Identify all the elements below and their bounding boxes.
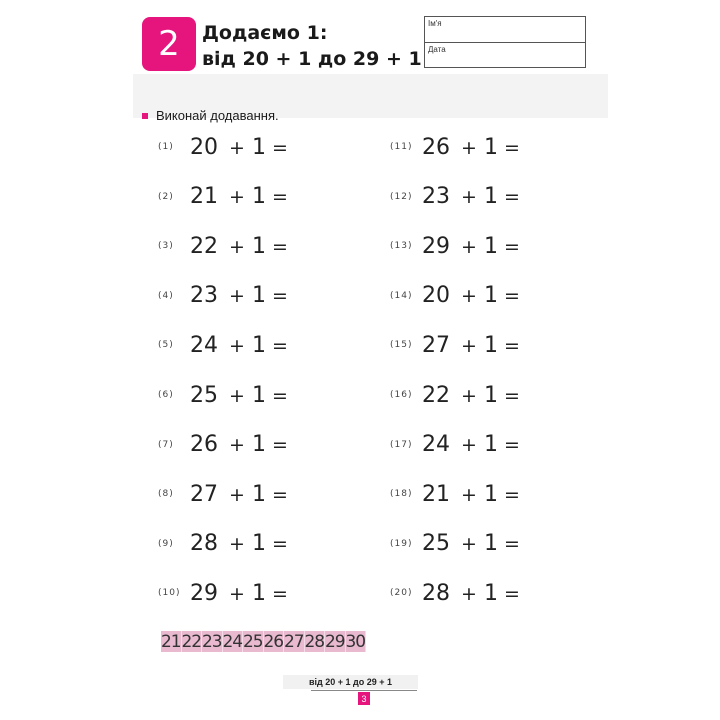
addend-b: 1 — [484, 432, 498, 458]
problem-item — [158, 579, 292, 607]
problem-item — [390, 183, 524, 211]
problem-number: (2) — [158, 191, 174, 202]
addend-b: 1 — [252, 233, 266, 259]
equals-sign: = — [504, 483, 520, 506]
footer-rule — [311, 690, 417, 691]
name-field[interactable] — [425, 17, 585, 43]
addend-b: 1 — [484, 481, 498, 507]
plus-sign: + — [229, 285, 245, 308]
addend-a: 21 — [190, 184, 218, 210]
addend-a: 25 — [422, 531, 450, 557]
problem-number: (6) — [158, 390, 174, 400]
addend-b: 1 — [484, 184, 498, 210]
addend-a: 26 — [190, 432, 218, 458]
addend-a: 23 — [422, 184, 450, 210]
addend-b: 1 — [484, 580, 498, 606]
problem-item — [158, 431, 292, 459]
name-label: Ім'я — [428, 19, 442, 28]
addend-a: 28 — [190, 531, 218, 557]
plus-sign: + — [461, 186, 477, 209]
problem-number: (12) — [390, 191, 413, 202]
problem-item — [390, 431, 524, 459]
problem-number: (11) — [390, 142, 413, 152]
plus-sign: + — [229, 136, 245, 159]
strip-number: 25 — [242, 631, 263, 652]
problem-expression — [190, 234, 292, 259]
equals-sign: = — [504, 533, 520, 556]
addend-b: 1 — [252, 531, 266, 557]
plus-sign: + — [229, 533, 245, 556]
addend-b: 1 — [252, 432, 266, 458]
title-line-1: Додаємо 1: — [202, 22, 328, 44]
strip-number: 30 — [345, 631, 366, 652]
equals-sign: = — [272, 434, 288, 457]
equals-sign: = — [504, 136, 520, 159]
problem-item — [390, 232, 524, 260]
plus-sign: + — [461, 384, 477, 407]
problem-expression — [190, 383, 292, 408]
problem-expression — [190, 432, 292, 457]
addend-a: 27 — [190, 481, 218, 507]
addend-a: 22 — [190, 233, 218, 259]
problem-item — [158, 183, 292, 211]
equals-sign: = — [272, 334, 288, 357]
equals-sign: = — [504, 434, 520, 457]
addend-b: 1 — [484, 233, 498, 259]
problem-item — [390, 530, 524, 558]
problem-item — [390, 133, 524, 161]
problem-expression — [422, 184, 524, 209]
plus-sign: + — [461, 434, 477, 457]
addend-b: 1 — [484, 134, 498, 160]
addend-a: 29 — [190, 580, 218, 606]
equals-sign: = — [504, 334, 520, 357]
problem-expression — [422, 234, 524, 259]
problem-number: (16) — [390, 390, 413, 400]
problem-expression — [190, 135, 292, 160]
problem-item — [158, 133, 292, 161]
equals-sign: = — [504, 285, 520, 308]
problem-expression — [422, 333, 524, 358]
problem-number: (14) — [390, 290, 413, 301]
problem-expression — [422, 531, 524, 556]
plus-sign: + — [461, 285, 477, 308]
problem-item — [390, 381, 524, 409]
equals-sign: = — [272, 582, 288, 605]
problem-item — [390, 282, 524, 310]
problem-number: (3) — [158, 241, 174, 252]
addend-b: 1 — [252, 283, 266, 309]
problem-expression — [422, 383, 524, 408]
addend-b: 1 — [252, 481, 266, 507]
addend-b: 1 — [484, 531, 498, 557]
plus-sign: + — [461, 533, 477, 556]
problem-expression — [422, 482, 524, 507]
name-date-box — [424, 16, 586, 68]
page-number: 3 — [358, 692, 370, 705]
problem-item — [158, 282, 292, 310]
bullet-square-icon — [142, 113, 148, 119]
addend-a: 28 — [422, 580, 450, 606]
problem-number: (9) — [158, 538, 174, 549]
plus-sign: + — [461, 235, 477, 258]
strip-number: 29 — [324, 631, 345, 652]
equals-sign: = — [504, 384, 520, 407]
problem-expression — [422, 135, 524, 160]
addend-b: 1 — [252, 382, 266, 408]
addend-a: 27 — [422, 332, 450, 358]
problem-expression — [190, 482, 292, 507]
plus-sign: + — [461, 582, 477, 605]
addend-a: 23 — [190, 283, 218, 309]
strip-number: 27 — [283, 631, 304, 652]
equals-sign: = — [272, 136, 288, 159]
addend-b: 1 — [484, 283, 498, 309]
strip-number: 28 — [304, 631, 325, 652]
addend-a: 25 — [190, 382, 218, 408]
plus-sign: + — [229, 334, 245, 357]
addend-a: 24 — [422, 432, 450, 458]
date-label: Дата — [428, 45, 446, 54]
plus-sign: + — [229, 384, 245, 407]
equals-sign: = — [504, 235, 520, 258]
date-field[interactable] — [425, 43, 585, 68]
problem-number: (10) — [158, 588, 181, 599]
problem-number: (4) — [158, 290, 174, 301]
strip-number: 26 — [263, 631, 284, 652]
instruction-text: Виконай додавання. — [156, 108, 279, 123]
addend-b: 1 — [252, 184, 266, 210]
plus-sign: + — [229, 582, 245, 605]
problem-number: (8) — [158, 489, 174, 500]
equals-sign: = — [504, 186, 520, 209]
plus-sign: + — [461, 136, 477, 159]
instruction — [142, 108, 279, 123]
problem-expression — [422, 581, 524, 606]
equals-sign: = — [272, 384, 288, 407]
problem-item — [158, 232, 292, 260]
plus-sign: + — [229, 235, 245, 258]
problem-number: (1) — [158, 142, 174, 152]
addend-b: 1 — [252, 332, 266, 358]
problem-item — [390, 579, 524, 607]
problem-number: (5) — [158, 340, 174, 351]
strip-number: 21 — [160, 631, 181, 652]
problem-expression — [190, 581, 292, 606]
equals-sign: = — [504, 582, 520, 605]
addend-a: 26 — [422, 134, 450, 160]
plus-sign: + — [229, 483, 245, 506]
problem-item — [158, 331, 292, 359]
problem-number: (13) — [390, 241, 413, 252]
problem-item — [158, 480, 292, 508]
plus-sign: + — [461, 483, 477, 506]
problem-expression — [190, 184, 292, 209]
problem-number: (20) — [390, 588, 413, 599]
addend-a: 20 — [190, 134, 218, 160]
strip-number: 22 — [181, 631, 202, 652]
problem-expression — [190, 333, 292, 358]
problem-item — [158, 381, 292, 409]
problem-number: (18) — [390, 489, 413, 500]
strip-number: 24 — [222, 631, 243, 652]
addend-b: 1 — [484, 332, 498, 358]
equals-sign: = — [272, 533, 288, 556]
problem-item — [158, 530, 292, 558]
problem-number: (15) — [390, 340, 413, 351]
equals-sign: = — [272, 235, 288, 258]
plus-sign: + — [229, 434, 245, 457]
addend-b: 1 — [252, 134, 266, 160]
lesson-number-badge: 2 — [142, 17, 196, 71]
problem-expression — [422, 432, 524, 457]
footer-text: від 20 + 1 до 29 + 1 — [308, 677, 392, 687]
problem-item — [390, 480, 524, 508]
addend-b: 1 — [484, 382, 498, 408]
problem-expression — [422, 283, 524, 308]
addend-a: 29 — [422, 233, 450, 259]
addend-b: 1 — [252, 580, 266, 606]
problem-expression — [190, 531, 292, 556]
problem-number: (7) — [158, 439, 174, 450]
addend-a: 21 — [422, 481, 450, 507]
number-strip — [161, 631, 366, 652]
problem-expression — [190, 283, 292, 308]
page-title — [202, 20, 422, 72]
problem-number: (17) — [390, 439, 413, 450]
equals-sign: = — [272, 483, 288, 506]
plus-sign: + — [461, 334, 477, 357]
equals-sign: = — [272, 186, 288, 209]
addend-a: 24 — [190, 332, 218, 358]
strip-number: 23 — [201, 631, 222, 652]
problem-item — [390, 331, 524, 359]
problem-number: (19) — [390, 538, 413, 549]
title-line-2: від 20 + 1 до 29 + 1 — [202, 48, 422, 70]
plus-sign: + — [229, 186, 245, 209]
addend-a: 22 — [422, 382, 450, 408]
addend-a: 20 — [422, 283, 450, 309]
equals-sign: = — [272, 285, 288, 308]
